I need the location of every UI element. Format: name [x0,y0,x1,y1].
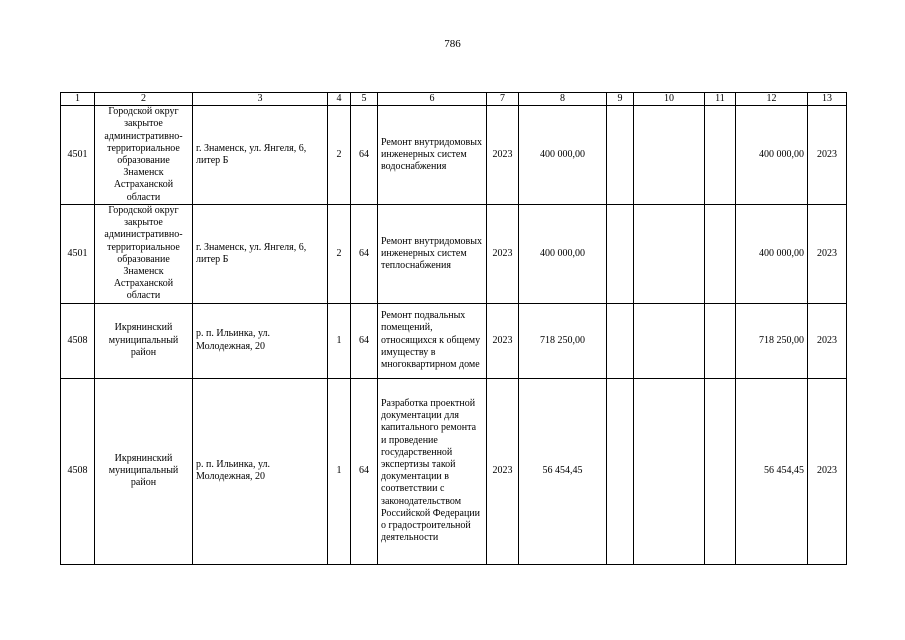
data-table [60,92,847,565]
column-header: 4 [328,93,351,106]
work-description: Ремонт подвальных помещений, относящихся к общему имуществу в многоквартирном доме [378,303,487,378]
year-col13: 2023 [808,303,847,378]
cell-col9 [607,205,634,304]
year-col13: 2023 [808,378,847,564]
year-col13: 2023 [808,205,847,304]
table-row [61,303,847,378]
cell-col5: 64 [351,205,378,304]
column-header: 12 [736,93,808,106]
year: 2023 [487,106,519,205]
address: р. п. Ильинка, ул. Молодежная, 20 [193,303,328,378]
header-row [61,93,847,106]
cell-col4: 1 [328,378,351,564]
record-code: 4501 [61,205,95,304]
column-header: 6 [378,93,487,106]
address: г. Знаменск, ул. Янгеля, 6, литер Б [193,106,328,205]
cost-col12: 56 454,45 [736,378,808,564]
municipality: Городской округ закрытое административно-территориальное образование Знаменск Астраханской области [95,106,193,205]
column-header: 5 [351,93,378,106]
cell-col11 [705,303,736,378]
municipality: Икрянинский муниципальный район [95,303,193,378]
column-header: 13 [808,93,847,106]
work-description: Ремонт внутридомовых инженерных систем водоснабжения [378,106,487,205]
cell-col11 [705,205,736,304]
column-header: 10 [634,93,705,106]
column-header: 9 [607,93,634,106]
cell-col4: 2 [328,205,351,304]
cost-col12: 718 250,00 [736,303,808,378]
cost-total: 56 454,45 [519,378,607,564]
year: 2023 [487,303,519,378]
column-header: 3 [193,93,328,106]
column-header: 2 [95,93,193,106]
cell-col9 [607,106,634,205]
cell-col9 [607,303,634,378]
cell-col11 [705,106,736,205]
cell-col10 [634,378,705,564]
column-header: 1 [61,93,95,106]
record-code: 4501 [61,106,95,205]
work-description: Ремонт внутридомовых инженерных систем теплоснабжения [378,205,487,304]
year-col13: 2023 [808,106,847,205]
year: 2023 [487,378,519,564]
cell-col11 [705,378,736,564]
record-code: 4508 [61,378,95,564]
cell-col4: 2 [328,106,351,205]
cost-total: 400 000,00 [519,205,607,304]
cell-col9 [607,378,634,564]
municipality: Икрянинский муниципальный район [95,378,193,564]
table-row [61,378,847,564]
cell-col4: 1 [328,303,351,378]
cell-col5: 64 [351,106,378,205]
municipality: Городской округ закрытое административно-территориальное образование Знаменск Астраханской области [95,205,193,304]
cost-col12: 400 000,00 [736,106,808,205]
work-description: Разработка проектной документации для капитального ремонта и проведение государственной экспертизы такой документации в соответствии с законодательством Российской Федерации о градостроительной деятельности [378,378,487,564]
table-row [61,106,847,205]
cell-col10 [634,303,705,378]
table-row [61,205,847,304]
cost-col12: 400 000,00 [736,205,808,304]
column-header: 11 [705,93,736,106]
record-code: 4508 [61,303,95,378]
cost-total: 400 000,00 [519,106,607,205]
cell-col10 [634,106,705,205]
cell-col10 [634,205,705,304]
column-header: 8 [519,93,607,106]
page-number: 786 [444,38,461,50]
cell-col5: 64 [351,303,378,378]
cost-total: 718 250,00 [519,303,607,378]
column-header: 7 [487,93,519,106]
address: р. п. Ильинка, ул. Молодежная, 20 [193,378,328,564]
year: 2023 [487,205,519,304]
address: г. Знаменск, ул. Янгеля, 6, литер Б [193,205,328,304]
cell-col5: 64 [351,378,378,564]
